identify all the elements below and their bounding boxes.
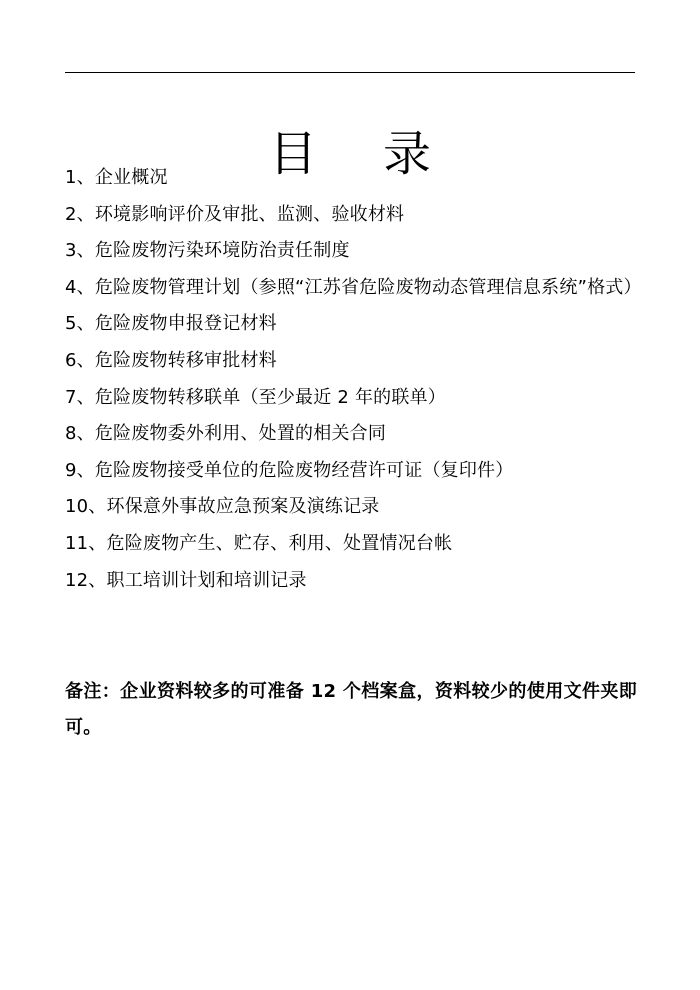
toc-item-11: 11、危险废物产生、贮存、利用、处置情况台帐 (65, 532, 453, 554)
toc-item-12: 12、职工培训计划和培训记录 (65, 569, 307, 591)
title-char-2: 录 (383, 126, 432, 183)
toc-item-2: 2、环境影响评价及审批、监测、验收材料 (65, 203, 405, 225)
toc-item-8: 8、危险废物委外利用、处置的相关合同 (65, 423, 387, 445)
toc-item-10: 10、环保意外事故应急预案及演练记录 (65, 496, 380, 518)
remark-note: 备注：企业资料较多的可准备 12 个档案盒，资料较少的使用文件夹即可。 (65, 681, 637, 738)
header-rule (65, 72, 635, 73)
toc-item-7: 7、危险废物转移联单（至少最近 2 年的联单） (65, 386, 446, 408)
toc-item-4: 4、危险废物管理计划（参照“江苏省危险废物动态管理信息系统”格式） (65, 276, 642, 298)
toc-item-1: 1、企业概况 (65, 167, 168, 188)
toc-item-5: 5、危险废物申报登记材料 (65, 313, 277, 335)
toc-item-9: 9、危险废物接受单位的危险废物经营许可证（复印件） (65, 459, 514, 481)
title-char-1: 目 (268, 126, 317, 183)
toc-item-3: 3、危险废物污染环境防治责任制度 (65, 240, 350, 262)
table-of-contents (65, 160, 640, 599)
toc-item-6: 6、危险废物转移审批材料 (65, 349, 277, 371)
